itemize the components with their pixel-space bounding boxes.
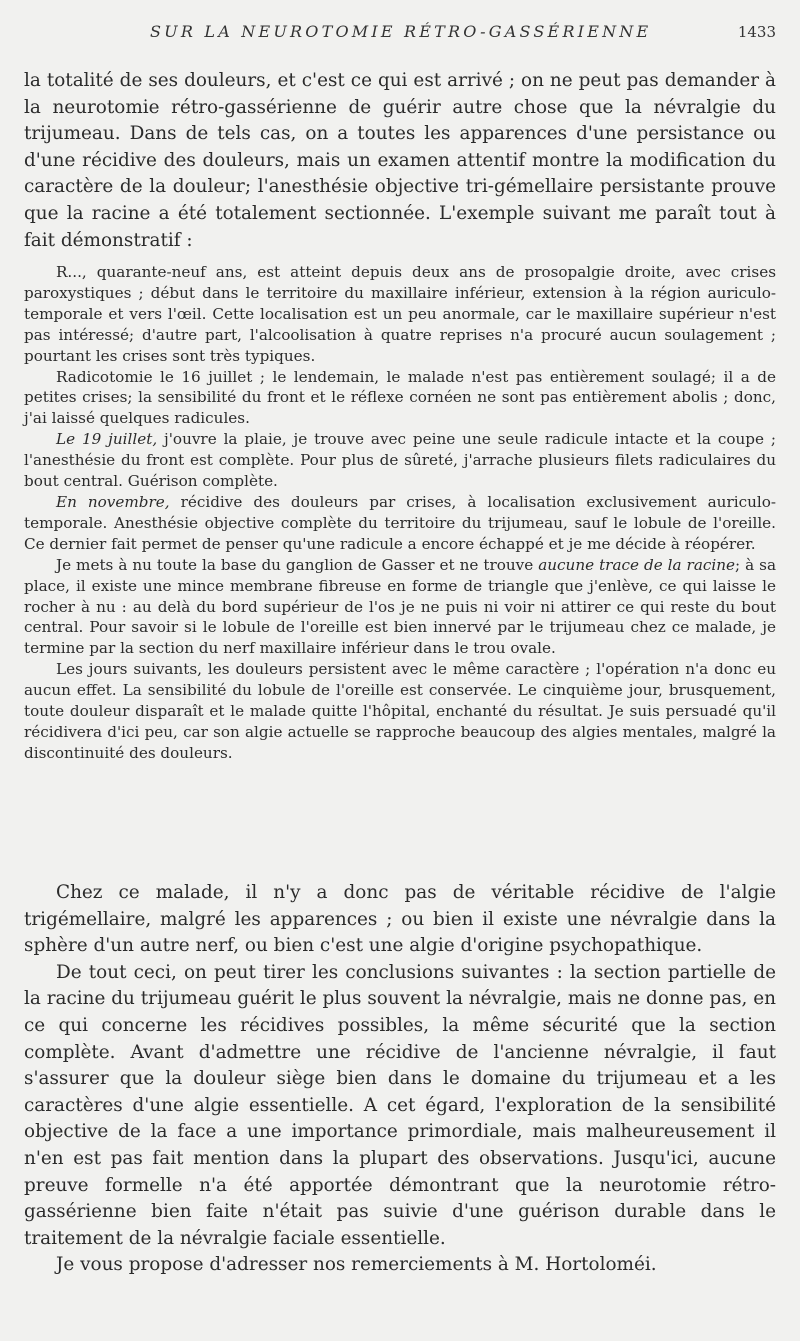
observation-paragraph-5-start: Je mets à nu toute la base du ganglion de Gasser et ne trouve <box>56 555 539 574</box>
conclusion-paragraph-3: Je vous propose d'adresser nos remerciements à M. Hortoloméi. <box>56 1254 657 1276</box>
conclusion-section <box>24 880 776 1279</box>
date-emphasis: Le 19 juillet, <box>56 430 158 449</box>
observation-paragraph-1: R..., quarante-neuf ans, est atteint depuis deux ans de prosopalgie droite, avec crises paroxystiques ; début dans le territoire du maxillaire inférieur, extension à la région auriculo-temporale et vers l'œil. Cette localisation est un peu anormale, car le maxillaire supérieur n'est pas intéressé; d'autre part, l'alcoolisation à quatre reprises n'a procuré aucun soulagement ; pourtant les crises sont très typiques. <box>24 263 776 365</box>
observation-paragraph-3 <box>24 429 776 492</box>
running-title: SUR LA NEUROTOMIE RÉTRO-GASSÉRIENNE <box>150 22 652 41</box>
observation-paragraph-4 <box>24 492 776 555</box>
conclusion-paragraph-2: De tout ceci, on peut tirer les conclusions suivantes : la section partielle de la racine du trijumeau guérit le plus souvent la névralgie, mais ne donne pas, en ce qui concerne les récidives possibles, la même sécurité que la section complète. Avant d'admettre une récidive de l'ancienne névralgie, il faut s'assurer que la douleur siège bien dans le domaine du trijumeau et a les caractères d'une algie essentielle. A cet égard, l'exploration de la sensibilité objective de la face a une importance primordiale, mais malheureusement il n'en est pas fait mention dans la plupart des observations. Jusqu'ici, aucune preuve formelle n'a été apportée démontrant que la neurotomie rétro-gassérienne bien faite n'était pas suivie d'une guérison durable dans le traitement de la névralgie faciale essentielle. <box>24 961 776 1249</box>
page-number: 1433 <box>737 23 776 41</box>
conclusion-paragraph-1: Chez ce malade, il n'y a donc pas de véritable récidive de l'algie trigémellaire, malgré les apparences ; ou bien il existe une névralgie dans la sphère d'un autre nerf, ou bien c'est une algie d'origine psychopathique. <box>24 882 776 957</box>
month-emphasis: En novembre, <box>56 492 170 511</box>
intro-paragraph: la totalité de ses douleurs, et c'est ce qui est arrivé ; on ne peut pas demander à la neurotomie rétro-gassérienne de guérir autre chose que la névralgie du trijumeau. Dans de tels cas, on a toutes les apparences d'une persistance ou d'une récidive des douleurs, mais un examen attentif montre la modification du caractère de la douleur; l'anesthésie objective tri-gémellaire persistante prouve que la racine a été totalement sectionnée. L'exemple suivant me paraît tout à fait démonstratif : <box>24 70 776 251</box>
observation-paragraph-3-text: j'ouvre la plaie, je trouve avec peine une seule radicule intacte et la coupe ; l'anesthésie du front est complète. Pour plus de sûreté, j'arrache plusieurs filets radiculaires du bout central. Guérison complète. <box>24 430 776 491</box>
finding-emphasis: aucune trace de la racine <box>538 555 736 574</box>
case-observation <box>24 262 776 764</box>
observation-paragraph-5-text: ; à sa place, il existe une mince membrane fibreuse en forme de triangle que j'enlève, ce qui laisse le rocher à nu : au delà du bord supérieur de l'os je ne puis ni voir ni attirer ce qui reste du bout central. Pour savoir si le lobule de l'oreille est bien innervé par le trijumeau chez ce malade, je termine par la section du nerf maxillaire inférieur dans le trou ovale. <box>24 555 777 658</box>
observation-paragraph-4-text: récidive des douleurs par crises, à localisation exclusivement auriculo-temporale. Anesthésie objective complète du territoire du trijumeau, sauf le lobule de l'oreille. Ce dernier fait permet de penser qu'une radicule a encore échappé et je me décide à réopérer. <box>24 492 776 553</box>
observation-paragraph-2: Radicotomie le 16 juillet ; le lendemain, le malade n'est pas entièrement soulagé; il a de petites crises; la sensibilité du front et le réflexe cornéen ne sont pas entièrement abolis ; donc, j'ai laissé quelques radicules. <box>24 367 776 428</box>
page-header <box>0 22 800 46</box>
observation-paragraph-6: Les jours suivants, les douleurs persistent avec le même caractère ; l'opération n'a donc eu aucun effet. La sensibilité du lobule de l'oreille est conservée. Le cinquième jour, brusquement, toute douleur disparaît et le malade quitte l'hôpital, enchanté du résultat. Je suis persuadé qu'il récidivera d'ici peu, car son algie actuelle se rapproche beaucoup des algies mentales, malgré la discontinuité des douleurs. <box>24 660 776 762</box>
intro-section <box>24 68 776 254</box>
observation-paragraph-5 <box>24 555 776 660</box>
